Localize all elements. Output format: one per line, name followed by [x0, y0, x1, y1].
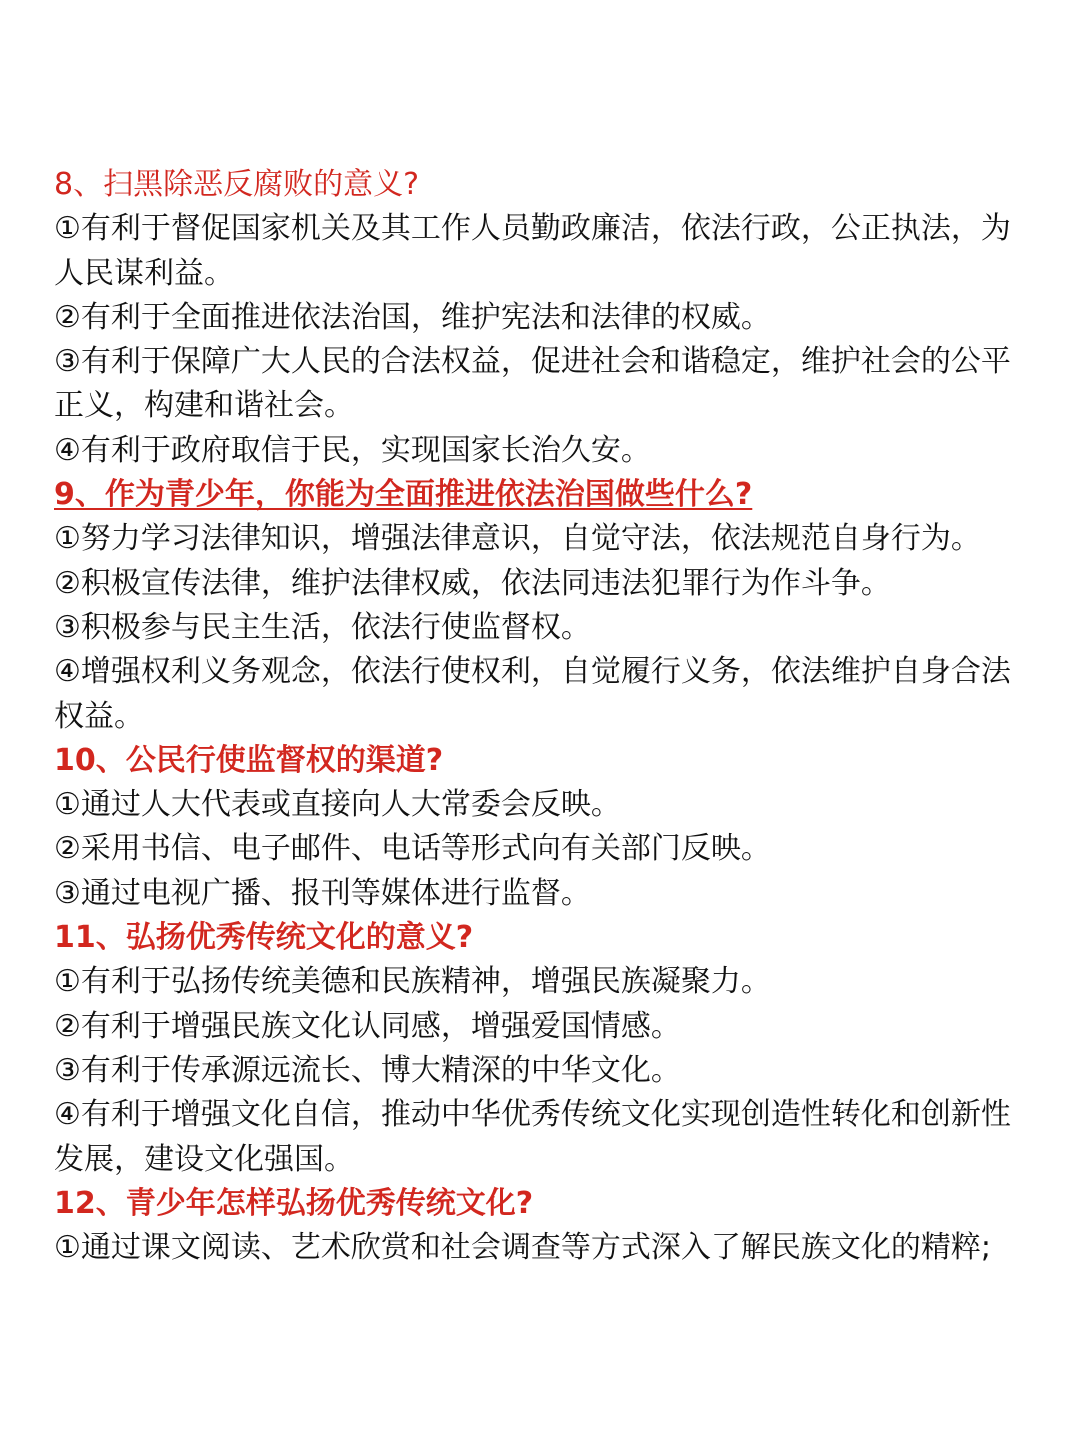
question-8-heading: 8、扫黑除恶反腐败的意义? — [54, 167, 420, 202]
answer-line: ③有利于保障广大人民的合法权益，促进社会和谐稳定，维护社会的公平 — [54, 344, 1011, 380]
answer-line: ②有利于增强民族文化认同感，增强爱国情感。 — [54, 1008, 681, 1044]
answer-line: ④有利于增强文化自信，推动中华优秀传统文化实现创造性转化和创新性 — [54, 1097, 1011, 1133]
answer-line: 正义，构建和谐社会。 — [54, 388, 354, 424]
question-12-heading: 12、青少年怎样弘扬优秀传统文化? — [54, 1185, 534, 1221]
answer-line: 人民谋利益。 — [54, 255, 234, 291]
answer-line: ③通过电视广播、报刊等媒体进行监督。 — [54, 875, 591, 911]
answer-line: ②采用书信、电子邮件、电话等形式向有关部门反映。 — [54, 831, 771, 867]
answer-line: ①通过人大代表或直接向人大常委会反映。 — [54, 787, 621, 823]
answer-line: ①努力学习法律知识，增强法律意识，自觉守法，依法规范自身行为。 — [54, 521, 981, 557]
answer-line: ①通过课文阅读、艺术欣赏和社会调查等方式深入了解民族文化的精粹; — [54, 1230, 992, 1266]
answer-line: ②积极宣传法律，维护法律权威，依法同违法犯罪行为作斗争。 — [54, 565, 891, 601]
answer-line: ③有利于传承源远流长、博大精深的中华文化。 — [54, 1052, 681, 1088]
answer-line: ④有利于政府取信于民，实现国家长治久安。 — [54, 432, 651, 468]
answer-line: ③积极参与民主生活，依法行使监督权。 — [54, 609, 591, 645]
answer-line: 发展，建设文化强国。 — [54, 1141, 354, 1177]
question-11-heading: 11、弘扬优秀传统文化的意义? — [54, 920, 474, 956]
answer-line: 权益。 — [54, 698, 144, 734]
answer-line: ④增强权利义务观念，依法行使权利，自觉履行义务，依法维护自身合法 — [54, 654, 1011, 690]
answer-line: ①有利于弘扬传统美德和民族精神，增强民族凝聚力。 — [54, 964, 771, 1000]
question-9-heading: 9、作为青少年，你能为全面推进依法治国做些什么? — [54, 477, 753, 513]
answer-line: ①有利于督促国家机关及其工作人员勤政廉洁，依法行政，公正执法，为 — [54, 211, 1011, 247]
answer-line: ②有利于全面推进依法治国，维护宪法和法律的权威。 — [54, 299, 771, 335]
document-body — [54, 163, 1014, 1270]
question-10-heading: 10、公民行使监督权的渠道? — [54, 742, 444, 778]
